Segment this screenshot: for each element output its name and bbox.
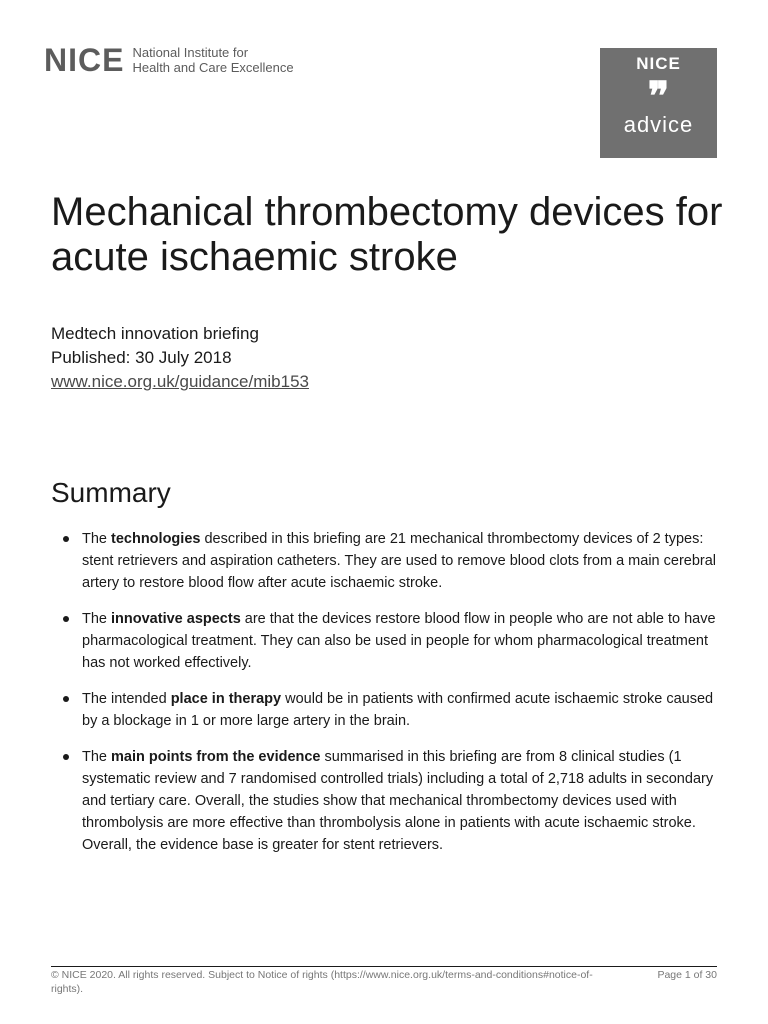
bullet-icon [63,616,69,622]
summary-item-text: The [82,749,112,765]
bullet-icon [63,696,69,702]
logo-mark: NICE [44,42,125,78]
nice-advice-badge [600,48,717,158]
summary-item [51,608,716,674]
summary-item [51,528,716,594]
logo-line-1: National Institute for [132,45,249,60]
page-number: Page 1 of 30 [657,969,717,981]
document-type: Medtech innovation briefing [51,324,259,343]
document-title: Mechanical thrombectomy devices for acute ischaemic stroke [51,190,723,279]
copyright-notice: © NICE 2020. All rights reserved. Subject to Notice of rights (https://www.nice.org.uk/terms-and-conditions#notice-of-rights). [51,969,593,995]
bullet-icon [63,536,69,542]
summary-item-text: summarised in this briefing are from 8 clinical studies (1 systematic review and 7 randomised controlled trials) including a total of 2,718 adults in secondary and tertiary care. Overall, the studies show that mechanical thrombectomy devices used with thrombolysis are more effective than thrombolysis alone in patients with acute ischaemic stroke. Overall, the evidence base is greater for stent retrievers. [82,749,714,853]
summary-item [51,746,716,856]
summary-list [51,528,716,870]
summary-item-keyword: main points from the evidence [111,749,321,765]
summary-item [51,688,716,732]
summary-item-text: would be in patients with confirmed acute ischaemic stroke caused by a blockage in 1 or more large artery in the brain. [82,691,714,729]
summary-item-keyword: place in therapy [170,691,282,707]
badge-label: advice [623,112,694,137]
summary-item-text: The intended [82,691,171,707]
published-date: Published: 30 July 2018 [51,348,232,367]
document-meta [51,322,309,394]
summary-heading: Summary [51,477,171,508]
guidance-link[interactable]: www.nice.org.uk/guidance/mib153 [51,372,309,391]
bullet-icon [63,754,69,760]
summary-item-text: are that the devices restore blood flow in people who are not able to have pharmacological treatment. They can also be used in people for whom pharmacological treatment has not worked effectively. [82,611,716,671]
summary-item-text: described in this briefing are 21 mechanical thrombectomy devices of 2 types: stent retrievers and aspiration catheters. They are used to remove blood clots from a main cerebral artery to restore blood flow after acute ischaemic stroke. [82,531,717,591]
nice-logo [44,44,294,76]
summary-item-text: The [82,611,112,627]
page-footer [51,966,717,996]
summary-item-text: The [82,531,112,547]
badge-title: NICE [636,54,681,73]
quote-icon: ❞ [647,73,670,120]
summary-item-keyword: innovative aspects [111,611,241,627]
summary-item-keyword: technologies [111,531,201,547]
logo-text [132,45,293,75]
logo-line-2: Health and Care Excellence [132,60,294,75]
